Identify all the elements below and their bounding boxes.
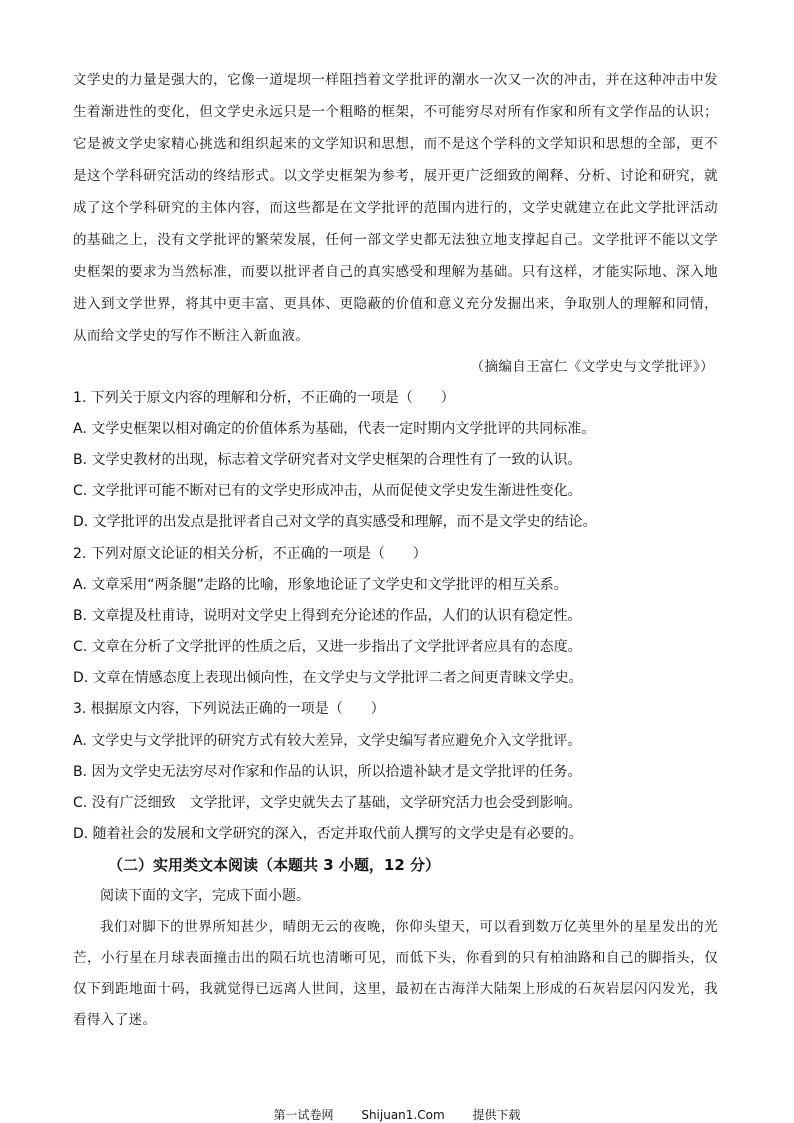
question-option: D. 随着社会的发展和文学研究的深入，否定并取代前人撰写的文学史是有必要的。 — [73, 826, 583, 842]
section-heading: （二）实用类文本阅读（本题共 3 小题，12 分） — [108, 856, 440, 874]
question-option: A. 文学史框架以相对确定的价值体系为基础，代表一定时期内文学批评的共同标准。 — [73, 421, 596, 437]
question-option: B. 文学史教材的出现，标志着文学研究者对文学史框架的合理性有了一致的认识。 — [73, 452, 582, 468]
question-stem: 3. 根据原文内容，下列说法正确的一项是（ ） — [73, 701, 385, 717]
passage-line: 从而给文学史的写作不断注入新血液。 — [73, 328, 310, 344]
passage-line: 生着渐进性的变化，但文学史永远只是一个粗略的框架，不可能穷尽对所有作家和所有文学作品的认识； — [73, 104, 718, 120]
passage-line: 看得入了迷。 — [73, 1012, 157, 1028]
passage-line: 是这个学科研究活动的终结形式。以文学史框架为参考，展开更广泛细致的阐释、分析、讨论和研究，就 — [73, 168, 718, 184]
page-footer — [0, 1106, 794, 1123]
footer-site: 第一试卷网 — [273, 1108, 334, 1122]
footer-action: 提供下载 — [472, 1108, 521, 1122]
passage-line: 成了这个学科研究的主体内容，而这些都是在文学批评的范围内进行的，文学史就建立在此文学批评活动 — [73, 200, 718, 216]
section-instruction: 阅读下面的文字，完成下面小题。 — [100, 888, 310, 904]
question-option: B. 文章提及杜甫诗，说明对文学史上得到充分论述的作品，人们的认识有稳定性。 — [73, 608, 582, 624]
question-stem: 2. 下列对原文论证的相关分析，不正确的一项是（ ） — [73, 546, 427, 562]
passage-line: 我们对脚下的世界所知甚少，晴朗无云的夜晚，你仰头望天，可以看到数万亿英里外的星星发出的光 — [100, 919, 718, 935]
passage-line: 的基础之上，没有文学批评的繁荣发展，任何一部文学史都无法独立地支撑起自己。文学批评不能以文学 — [73, 232, 718, 248]
question-option: A. 文学史与文学批评的研究方式有较大差异，文学史编写者应避免介入文学批评。 — [73, 733, 582, 749]
question-option: C. 文章在分析了文学批评的性质之后，又进一步指出了文学批评者应具有的态度。 — [73, 639, 582, 655]
passage-line: 仅下到距地面十码，我就觉得已远离人世间，这里，最初在古海洋大陆架上形成的石灰岩层闪闪发光，我 — [73, 981, 718, 997]
question-option: B. 因为文学史无法穷尽对作家和作品的认识，所以拾遗补缺才是文学批评的任务。 — [73, 764, 582, 780]
passage-line: 它是被文学史家精心挑选和组织起来的文学知识和思想，而不是这个学科的文学知识和思想的全部，更不 — [73, 136, 718, 152]
passage-line: 文学史的力量是强大的，它像一道堤坝一样阻挡着文学批评的潮水一次又一次的冲击，并在这种冲击中发 — [73, 72, 718, 88]
question-option: A. 文章采用“两条腿”走路的比喻，形象地论证了文学史和文学批评的相互关系。 — [73, 577, 568, 593]
question-option: C. 没有广泛细致 文学批评，文学史就失去了基础，文学研究活力也会受到影响。 — [73, 795, 582, 811]
question-option: D. 文章在情感态度上表现出倾向性，在文学史与文学批评二者之间更青睐文学史。 — [73, 670, 583, 686]
question-option: D. 文学批评的出发点是批评者自己对文学的真实感受和理解，而不是文学史的结论。 — [73, 514, 597, 530]
passage-line: 史框架的要求为当然标准，而要以批评者自己的真实感受和理解为基础。只有这样，才能实际地、深入地 — [73, 264, 718, 280]
passage-line: 进入到文学世界，将其中更丰富、更具体、更隐蔽的价值和意义充分发掘出来，争取别人的理解和同情， — [73, 296, 718, 312]
question-option: C. 文学批评可能不断对已有的文学史形成冲击，从而促使文学史发生渐进性变化。 — [73, 483, 582, 499]
source-citation: （摘编自王富仁《文学史与文学批评》） — [470, 359, 714, 375]
footer-domain[interactable]: Shijuan1.Com — [361, 1108, 445, 1122]
question-stem: 1. 下列关于原文内容的理解和分析，不正确的一项是（ ） — [73, 390, 455, 406]
passage-line: 芒，小行星在月球表面撞击出的陨石坑也清晰可见，而低下头，你看到的只有柏油路和自己的脚指头，仅 — [73, 950, 718, 966]
